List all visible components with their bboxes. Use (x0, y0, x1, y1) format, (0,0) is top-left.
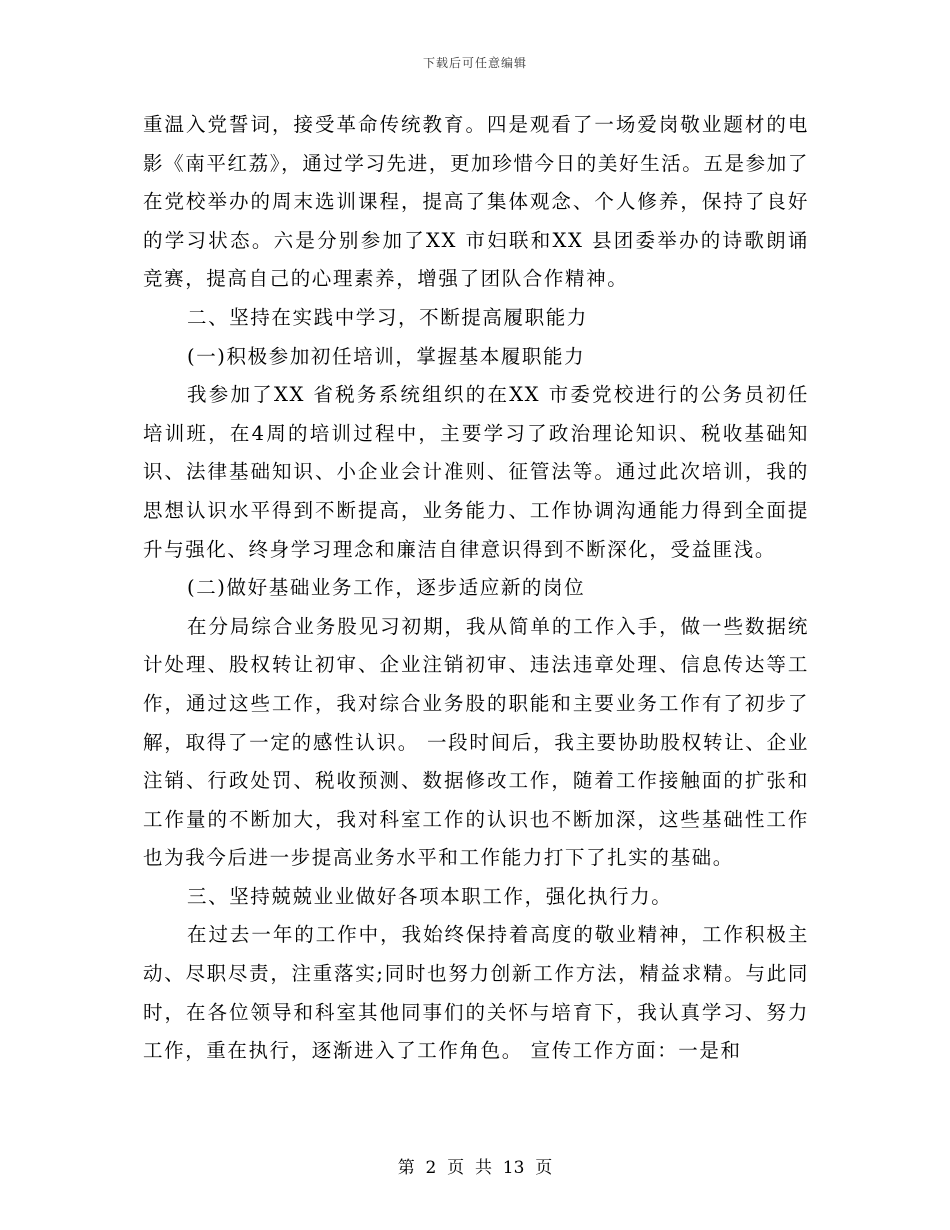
section-heading-2: 二、坚持在实践中学习，不断提高履职能力 (187, 305, 588, 329)
paragraph-1: 重温入党誓词，接受革命传统教育。四是观看了一场爱岗敬业题材的电影《南平红荔》，通过学习先进，更加珍惜今日的美好生活。五是参加了在党校举办的周末选训课程，提高了集体观念、个人修养，保持了良好的学习状态。六是分别参加了XX 市妇联和XX 县团委举办的诗歌朗诵竞赛，提高自己的心理素养，增强了团队合作精神。 (143, 113, 809, 291)
page-header: 下载后可任意编辑 (422, 56, 527, 70)
section-heading-3: 三、坚持兢兢业业做好各项本职工作，强化执行力。 (187, 884, 673, 908)
page-number: 第 2 页 共 13 页 (397, 1158, 553, 1178)
paragraph-training: 我参加了XX 省税务系统组织的在XX 市委党校进行的公务员初任培训班，在4周的培训过程中，主要学习了政治理论知识、税收基础知识、法律基础知识、小企业会计准则、征管法等。通过此次培训，我的思想认识水平得到不断提高，业务能力、工作协调沟通能力得到全面提升与强化、终身学习理念和廉洁自律意识得到不断深化，受益匪浅。 (143, 383, 809, 561)
document-body (143, 106, 809, 1071)
subsection-heading-2-2: (二)做好基础业务工作，逐步适应新的岗位 (187, 576, 586, 600)
paragraph-diligence: 在过去一年的工作中，我始终保持着高度的敬业精神，工作积极主动、尽职尽责，注重落实;同时也努力创新工作方法，精益求精。与此同时，在各位领导和科室其他同事们的关怀与培育下，我认真学习、努力工作，重在执行，逐渐进入了工作角色。 宣传工作方面：一是和 (143, 923, 809, 1063)
paragraph-basic-work: 在分局综合业务股见习初期，我从简单的工作入手，做一些数据统计处理、股权转让初审、企业注销初审、违法违章处理、信息传达等工作，通过这些工作，我对综合业务股的职能和主要业务工作有了初步了解，取得了一定的感性认识。 一段时间后，我主要协助股权转让、企业注销、行政处罚、税收预测、数据修改工作，随着工作接触面的扩张和工作量的不断加大，我对科室工作的认识也不断加深，这些基础性工作也为我今后进一步提高业务水平和工作能力打下了扎实的基础。 (143, 614, 809, 870)
subsection-heading-2-1: (一)积极参加初任培训，掌握基本履职能力 (187, 344, 586, 368)
